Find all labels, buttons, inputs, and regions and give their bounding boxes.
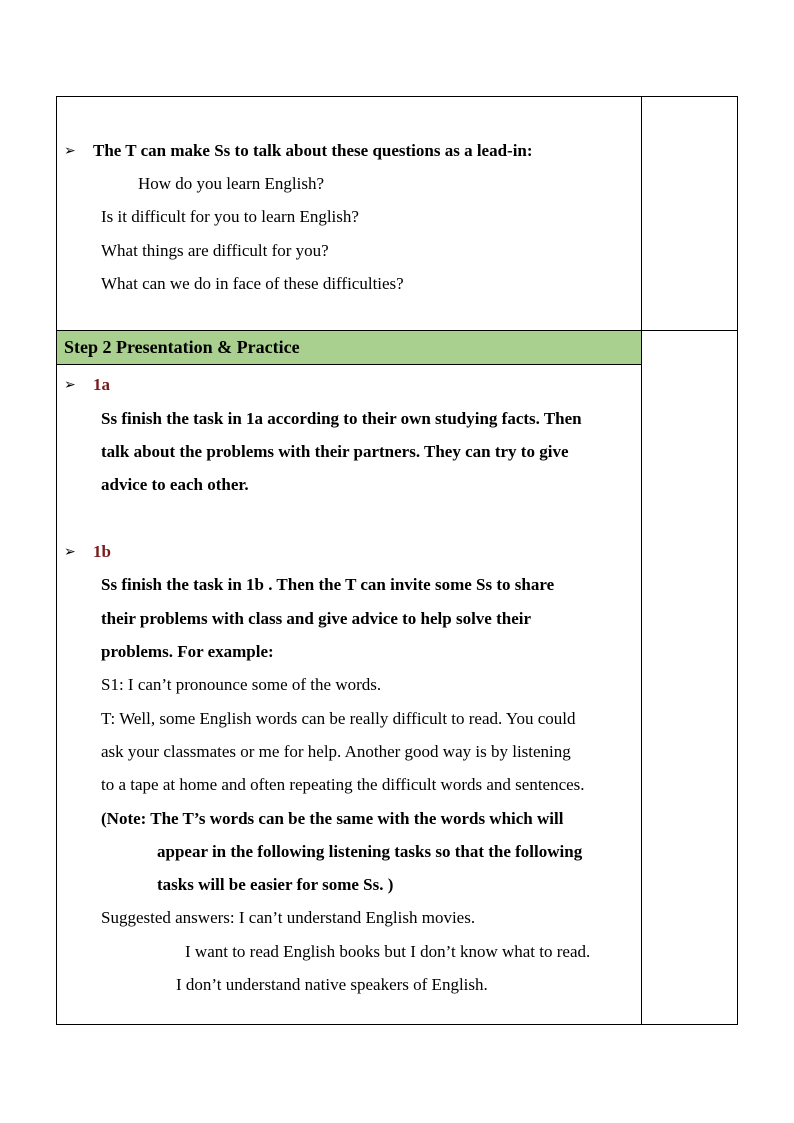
lead-in-question: What can we do in face of these difficulties? (101, 274, 404, 293)
task-1b-text: their problems with class and give advice to help solve their (101, 609, 532, 628)
dialogue-line: to a tape at home and often repeating the difficult words and sentences. (101, 775, 585, 794)
suggested-answer: Suggested answers: I can’t understand English movies. (101, 908, 476, 927)
dialogue-line: S1: I can’t pronounce some of the words. (101, 675, 382, 694)
arrow-bullet-icon: ➢ (64, 377, 76, 393)
note-line: (Note: The T’s words can be the same with the words which will (101, 809, 564, 828)
task-1a-text: talk about the problems with their partners. They can try to give (101, 442, 569, 461)
task-1a-text: advice to each other. (101, 475, 249, 494)
lead-in-question: Is it difficult for you to learn English? (101, 207, 359, 226)
arrow-bullet-icon: ➢ (64, 143, 76, 159)
task-label-1b: 1b (93, 542, 111, 561)
note-line: tasks will be easier for some Ss. ) (157, 875, 394, 894)
suggested-answer: I don’t understand native speakers of English. (176, 975, 488, 994)
step-title: Step 2 Presentation & Practice (64, 337, 300, 357)
task-label-1a: 1a (93, 375, 110, 394)
column-divider (641, 96, 642, 1025)
task-1b-text: Ss finish the task in 1b . Then the T can invite some Ss to share (101, 575, 555, 594)
row-divider-header (56, 364, 641, 365)
lead-in-question: What things are difficult for you? (101, 241, 329, 260)
task-1a-text: Ss finish the task in 1a according to their own studying facts. Then (101, 409, 582, 428)
note-line: appear in the following listening tasks so that the following (157, 842, 583, 861)
lead-in-heading: The T can make Ss to talk about these questions as a lead-in: (93, 141, 533, 160)
dialogue-line: ask your classmates or me for help. Another good way is by listening (101, 742, 571, 761)
lead-in-question: How do you learn English? (138, 174, 325, 193)
suggested-answer: I want to read English books but I don’t know what to read. (185, 942, 591, 961)
arrow-bullet-icon: ➢ (64, 544, 76, 560)
task-1b-text: problems. For example: (101, 642, 274, 661)
dialogue-line: T: Well, some English words can be really difficult to read. You could (101, 709, 576, 728)
